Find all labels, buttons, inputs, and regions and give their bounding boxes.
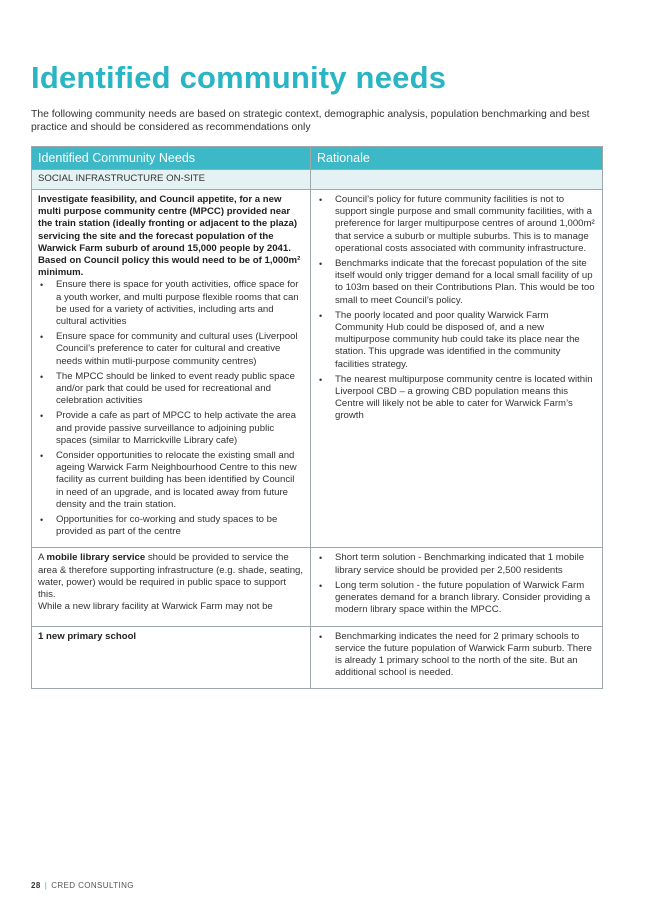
rationale-cell-school xyxy=(311,626,603,689)
library-lead-bold: mobile library service xyxy=(46,552,146,564)
table-row xyxy=(32,548,603,626)
list-item: • Benchmarks indicate that the forecast population of the site itself would only trigger demand for a local small facility of up to 103m based on their Contributions Plan. This would be too small to meet Council’s policy. xyxy=(317,258,596,307)
header-rationale: Rationale xyxy=(311,147,603,170)
mpcc-rationale-list xyxy=(317,194,596,423)
list-item: • The MPCC should be linked to event ready public space and/or park that could be used for recreational and celebration activities xyxy=(38,371,304,408)
list-item: • Ensure space for community and cultural uses (Liverpool Council’s preference to cater for cultural and creative needs within mutli-purpose community centres) xyxy=(38,331,304,368)
library-second: While a new library facility at Warwick Farm may not be xyxy=(38,601,273,613)
list-item: • Ensure there is space for youth activities, office space for a youth worker, and multi purpose flexible rooms that can be used for a variety of activities, including arts and cultural activities xyxy=(38,279,304,328)
needs-cell-mpcc xyxy=(32,190,311,548)
footer-org: CRED CONSULTING xyxy=(51,881,134,890)
footer-separator: | xyxy=(44,881,48,890)
list-item: • Long term solution - the future population of Warwick Farm generates demand for a branch library. Consider providing a modern library space within the MPCC. xyxy=(317,580,596,617)
list-item: • Consider opportunities to relocate the existing small and ageing Warwick Farm Neighbourhood Centre to this new facility as current building has been identified by Council in need of an upgrade, and is located away from future density and the train station. xyxy=(38,450,304,511)
section-label: SOCIAL INFRASTRUCTURE ON-SITE xyxy=(32,170,311,190)
intro-paragraph: The following community needs are based on strategic context, demographic analysis, population benchmarking and best practice and should be considered as recommendations only xyxy=(31,109,590,133)
mpcc-needs-list xyxy=(38,279,304,538)
list-item: • The poorly located and poor quality Warwick Farm Community Hub could be disposed of, and a new multipurpose community hub could take its place near the station. This upgrade was identified in the community facilities strategy. xyxy=(317,310,596,371)
section-row xyxy=(32,170,603,190)
table-row xyxy=(32,626,603,689)
header-identified-needs: Identified Community Needs xyxy=(32,147,311,170)
mpcc-lead: Investigate feasibility, and Council appetite, for a new multi purpose community centre (MPCC) provided near the train station (ideally fronting or adjacent to the plaza) servicing the site and the forecast population of the Warwick Farm suburb of around 15,000 people by 2041. Based on Council policy this would need to be of 1,000m² minimum. xyxy=(38,194,301,279)
library-lead-suffix: should be provided to service the area & therefore supporting infrastructure (e.g. shade, seating, water, power) would be required in public space to support this. xyxy=(38,552,304,601)
table-header-row xyxy=(32,147,603,170)
rationale-cell-mpcc xyxy=(311,190,603,548)
community-needs-table xyxy=(31,146,603,689)
list-item: • Short term solution - Benchmarking indicated that 1 mobile library service should be provided per 2,500 residents xyxy=(317,552,596,576)
section-empty-cell xyxy=(311,170,603,190)
needs-cell-school xyxy=(32,626,311,689)
school-lead: 1 new primary school xyxy=(38,630,137,642)
needs-cell-library xyxy=(32,548,311,626)
table-row xyxy=(32,190,603,548)
list-item: • Benchmarking indicates the need for 2 primary schools to service the future population of Warwick Farm suburb. There is already 1 primary school to the north of the site. But an additional school is needed. xyxy=(317,631,596,680)
library-rationale-list xyxy=(317,552,596,616)
school-rationale-list xyxy=(317,631,596,680)
page-number: 28 xyxy=(31,881,41,890)
rationale-cell-library xyxy=(311,548,603,626)
list-item: • Opportunities for co-working and study spaces to be provided as part of the centre xyxy=(38,514,304,538)
page-title: Identified community needs xyxy=(31,60,447,95)
library-lead-prefix: A xyxy=(38,552,47,564)
list-item: • Council’s policy for future community facilities is not to support single purpose and small community facilities, with a preference for larger multipurpose centres of around 1,000m² that service a suburb or multiple suburbs. This is to manage operational costs associated with community infrastructure. xyxy=(317,194,596,255)
page-footer xyxy=(31,881,134,890)
list-item: • Provide a cafe as part of MPCC to help activate the area and provide passive surveillance to adjoining public spaces (similar to Marrickville Library cafe) xyxy=(38,410,304,447)
list-item: • The nearest multipurpose community centre is located within Liverpool CBD – a growing CBD population means this Centre will likely not be able to cater for Warwick Farm’s growth xyxy=(317,374,596,423)
library-lead xyxy=(38,552,304,601)
